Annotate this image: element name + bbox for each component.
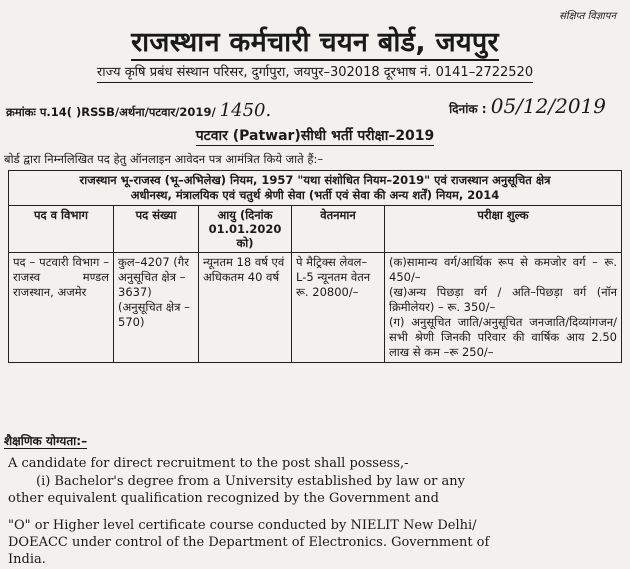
fee-sc-st: (ग) अनुसूचित जाति/अनुसूचित जनजाति/दिव्यांगजन/सभी श्रेणी जिनकी परिवार की वार्षिक आय 2.50 लाख से कम –रू 250/– xyxy=(389,315,617,359)
cell-count: कुल–4207 (गैर अनुसूचित क्षेत्र – 3637) (अनुसूचित क्षेत्र – 570) xyxy=(114,253,199,363)
qualification-line-3: other equivalent qualification recognized by the Government and xyxy=(8,491,439,506)
cell-age: न्यूनतम 18 वर्ष एवं अधिकतम 40 वर्ष xyxy=(199,253,292,363)
table-row xyxy=(9,253,622,363)
cell-pay: पे मैट्रिक्स लेवल– L-5 न्यूनतम वेतन रू. 20800/– xyxy=(292,253,385,363)
header-post: पद व विभाग xyxy=(9,206,114,253)
qualification-line-2: (i) Bachelor's degree from a University established by law or any xyxy=(36,474,465,489)
fee-obc: (ख)अन्य पिछड़ा वर्ग / अति–पिछड़ा वर्ग (नॉन क्रिमीलेयर) – रू. 350/– xyxy=(389,285,617,314)
handwritten-reference-number: 1450. xyxy=(219,100,272,121)
rules-header: राजस्थान भू-राजस्व (भू–अभिलेख) नियम, 1957 "यथा संशोधित नियम–2019" एवं राजस्थान अनुसूचित क्षेत्र अधीनस्थ, मंत्रालयिक एवं चतुर्थ श्रेणी सेवा (भर्ती एवं सेवा की अन्य शर्तें) नियम, 2014 xyxy=(9,171,622,206)
qualification-line-6: India. xyxy=(8,552,46,567)
header-age: आयु (दिनांक 01.01.2020 को) xyxy=(199,206,292,253)
qualification-heading: शैक्षणिक योग्यता:– xyxy=(4,434,88,448)
cell-post: पद – पटवारी विभाग – राजस्व मण्डल राजस्थान, अजमेर xyxy=(9,253,114,363)
organization-address: राज्य कृषि प्रबंध संस्थान परिसर, दुर्गापुरा, जयपुर–302018 दूरभाष नं. 0141–2722520 xyxy=(0,62,630,80)
table-header-row xyxy=(9,206,622,253)
exam-title: पटवार (Patwar)सीधी भर्ती परीक्षा–2019 xyxy=(195,128,435,144)
issue-date: दिनांक : 05/12/2019 xyxy=(449,94,606,118)
fee-general: (क)सामान्य वर्ग/आर्थिक रूप से कमजोर वर्ग – रू. 450/– xyxy=(389,255,617,284)
qualification-line-4: "O" or Higher level certificate course conducted by NIELIT New Delhi/ xyxy=(8,518,477,533)
cell-fee xyxy=(385,253,622,363)
qualification-line-5: DOEACC under control of the Department of Electronics. Government of xyxy=(8,535,490,550)
handwritten-date: 05/12/2019 xyxy=(490,94,606,118)
intro-text: बोर्ड द्वारा निम्नलिखित पद हेतु ऑनलाइन आवेदन पत्र आमंत्रित किये जाते हैं:– xyxy=(4,152,324,166)
qualification-line-1: A candidate for direct recruitment to the post shall possess,- xyxy=(8,456,409,471)
header-pay: वेतनमान xyxy=(292,206,385,253)
recruitment-table xyxy=(8,170,622,363)
short-advertisement-tag: संक्षिप्त विज्ञापन xyxy=(559,11,616,22)
organization-title: राजस्थान कर्मचारी चयन बोर्ड, जयपुर xyxy=(0,22,630,59)
header-fee: परीक्षा शुल्क xyxy=(385,206,622,253)
header-count: पद संख्या xyxy=(114,206,199,253)
reference-number: क्रमांकः प.14( )RSSB/अर्थना/पटवार/2019/ 1450. xyxy=(6,100,272,121)
